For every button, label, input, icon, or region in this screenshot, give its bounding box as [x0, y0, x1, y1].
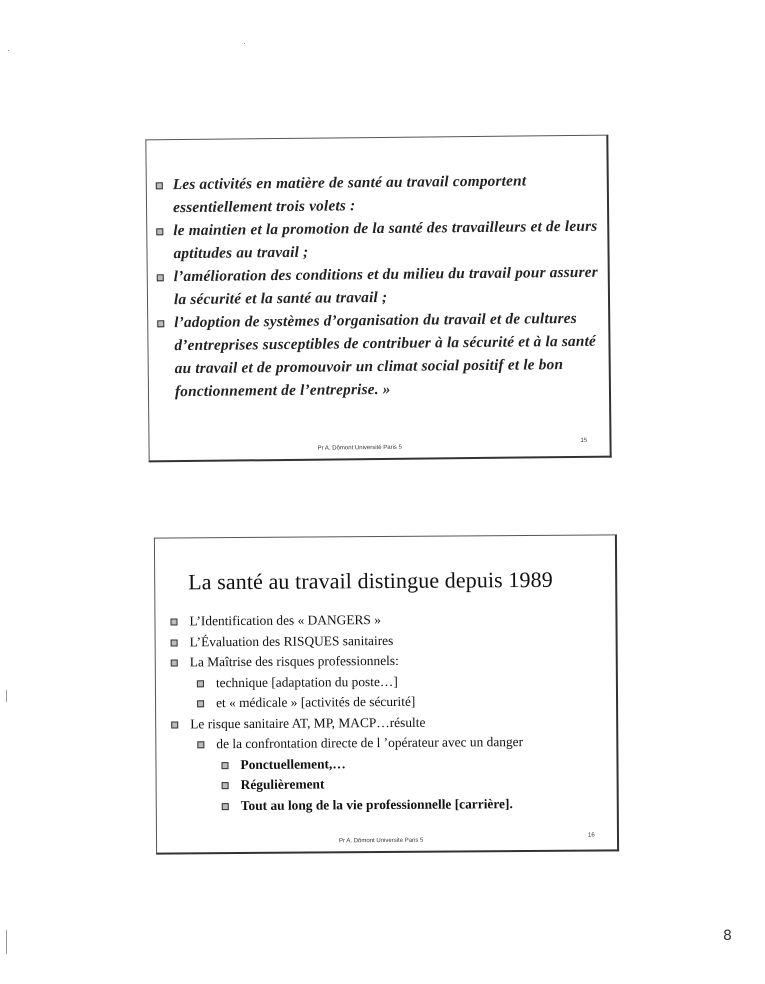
square-bullet-icon: [157, 320, 164, 327]
square-bullet-icon: [197, 680, 204, 687]
square-bullet-icon: [171, 721, 178, 728]
square-bullet-icon: [170, 618, 177, 625]
bullet-text: Le risque sanitaire AT, MP, MACP…résulte: [190, 714, 426, 731]
bullet-text: Tout au long de la vie professionnelle [carrière].: [240, 795, 513, 813]
slide-number: 15: [580, 437, 588, 444]
bullet-text: Les activités en matière de santé au travail comportent essentiellement trois volets :: [172, 172, 527, 217]
bullet-item: [155, 215, 605, 266]
square-bullet-icon: [221, 762, 228, 769]
square-bullet-icon: [157, 274, 164, 281]
bullet-item: [156, 261, 606, 312]
square-bullet-icon: [222, 782, 229, 789]
bullet-text: et « médicale » [activités de sécurité]: [216, 693, 416, 711]
bullet-text: L’Évaluation des RISQUES sanitaires: [189, 632, 394, 649]
bullet-text: le maintien et la promotion de la santé des travailleurs et de leurs aptitudes au travail ;: [173, 217, 598, 263]
bullet-item: [155, 169, 605, 220]
bullet-text: l’adoption de systèmes d’organisation du travail et de cultures d’entreprises susceptibles de contribuer à la sécurité et à la santé au travail et de promouvoir un climat social positif et le bon fonctionnement de l’entreprise. »: [174, 309, 597, 401]
slide-number: 16: [587, 832, 595, 839]
slide-footer: Pr A. Dômont Université Paris 5: [317, 444, 402, 452]
slide-16: [154, 534, 619, 854]
bullet-text: Ponctuellement,…: [240, 755, 346, 772]
bullet-text: L’Identification des « DANGERS »: [189, 612, 381, 629]
bullet-text: Régulièrement: [240, 776, 325, 793]
slide-15-bullet-list: [155, 169, 607, 404]
slide-16-bullet-list: [167, 608, 616, 816]
square-bullet-icon: [197, 700, 204, 707]
slide-15: [145, 135, 611, 463]
bullet-text: La Maîtrise des risques professionnels:: [189, 652, 399, 670]
square-bullet-icon: [222, 803, 229, 810]
slide-title: La santé au travail distingue depuis 1989: [188, 566, 553, 595]
bullet-text: de la confrontation directe de l ’opérateur avec un danger: [216, 734, 524, 752]
square-bullet-icon: [197, 741, 204, 748]
bullet-item: [156, 307, 607, 404]
page-number: 8: [723, 928, 732, 944]
slide-footer: Pr A. Dômont Universite Paris 5: [339, 837, 424, 845]
bullet-text: technique [adaptation du poste…]: [215, 673, 398, 690]
square-bullet-icon: [171, 659, 178, 666]
sub-sub-bullet-item: [169, 793, 617, 817]
square-bullet-icon: [171, 639, 178, 646]
square-bullet-icon: [156, 182, 163, 189]
square-bullet-icon: [156, 228, 163, 235]
bullet-text: l’amélioration des conditions et du milieu du travail pour assurer la sécurité et la santé au travail ;: [173, 263, 598, 309]
